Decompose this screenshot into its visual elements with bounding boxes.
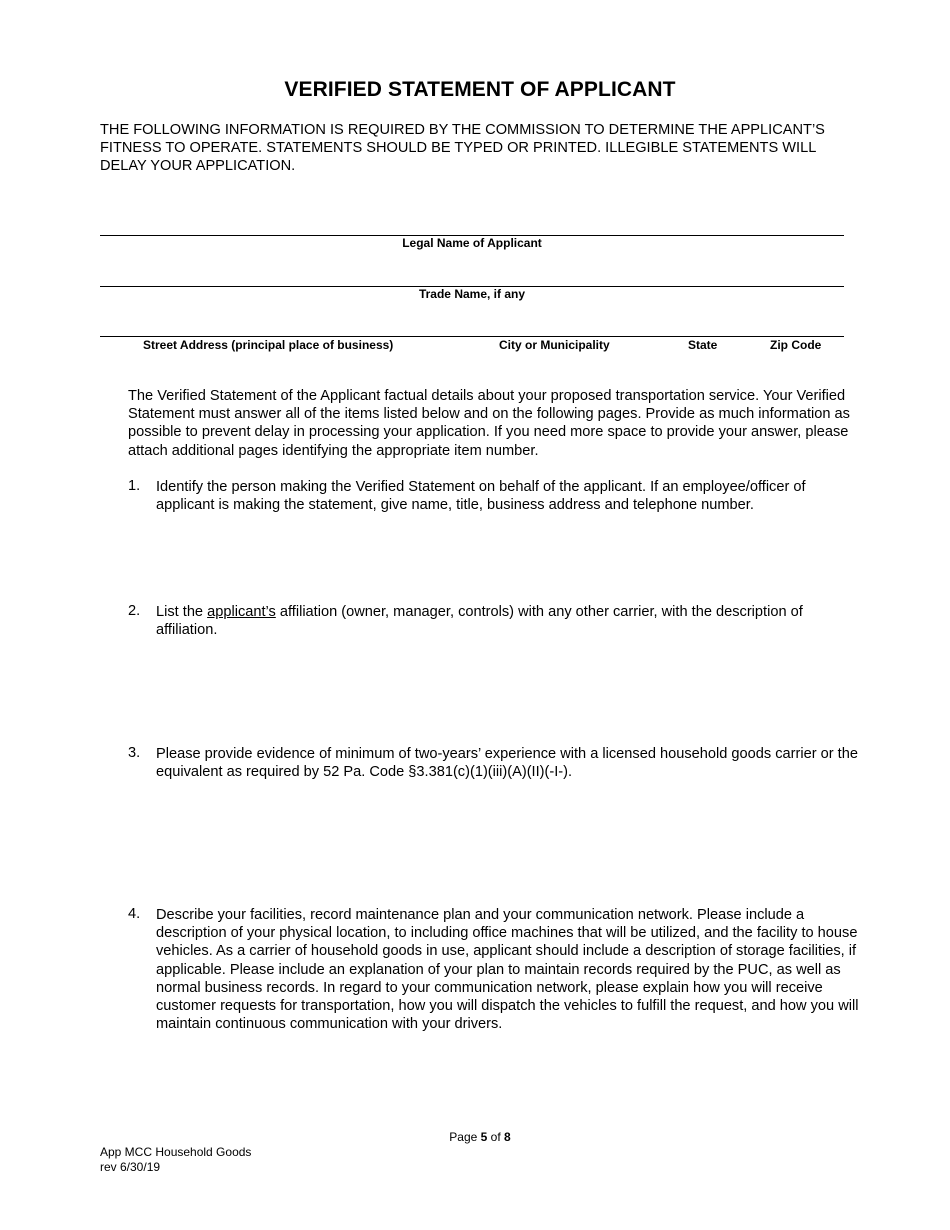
item-2-text-after: affiliation (owner, manager, controls) with any other carrier, with the description of affiliation. — [156, 604, 803, 639]
intro-instructions: THE FOLLOWING INFORMATION IS REQUIRED BY THE COMMISSION TO DETERMINE THE APPLICANT’S FITNESS TO OPERATE. STATEMENTS SHOULD BE TYPED OR PRINTED. ILLEGIBLE STATEMENTS WILL DELAY YOUR APPLICATION. — [100, 122, 825, 174]
item-number: 4. — [128, 906, 141, 922]
address-line[interactable] — [100, 336, 844, 337]
state-label: State — [688, 338, 718, 352]
item-number: 3. — [128, 745, 141, 761]
zip-code-label: Zip Code — [770, 338, 822, 352]
item-number: 2. — [128, 603, 141, 619]
page-title: VERIFIED STATEMENT OF APPLICANT — [284, 78, 676, 101]
page-current: 5 — [480, 1130, 488, 1144]
page-total: 8 — [504, 1130, 511, 1144]
item-2-underlined-word: applicant’s — [207, 604, 276, 620]
page-number — [0, 1130, 950, 1144]
form-revision: rev 6/30/19 — [100, 1159, 161, 1174]
item-3-text: Please provide evidence of minimum of two-years’ experience with a licensed household goods carrier or the equivalent as required by 52 Pa. Code §3.381(c)(1)(iii)(A)(II)(-I-). — [156, 746, 858, 781]
page-prefix: Page — [449, 1130, 481, 1144]
item-4-text: Describe your facilities, record maintenance plan and your communication network. Please include a description of your physical location, to including office machines that will be utilized, and the facility to house vehicles. As a carrier of household goods in use, applicant should include a description of storage facilities, if applicable. Please include an explanation of your plan to maintain records required by the PUC, as well as normal business records. In regard to your communication network, please explain how you will receive customer requests for transportation, how you will dispatch the vehicles to fulfill the request, and how you will maintain continuous communication with your drivers. — [156, 907, 859, 1033]
form-name: App MCC Household Goods — [100, 1145, 252, 1159]
legal-name-label: Legal Name of Applicant — [402, 236, 542, 250]
footer-form-info — [100, 1145, 251, 1174]
item-2-text — [156, 603, 866, 639]
item-number: 1. — [128, 478, 141, 494]
item-2-text-before: List the — [156, 604, 208, 620]
item-1-text: Identify the person making the Verified Statement on behalf of the applicant. If an employee/officer of applicant is making the statement, give name, title, business address and telephone number. — [156, 479, 806, 514]
city-label: City or Municipality — [499, 338, 610, 352]
street-address-label: Street Address (principal place of business) — [143, 338, 394, 352]
instructions-paragraph: The Verified Statement of the Applicant factual details about your proposed transportation service. Your Verified Statement must answer all of the items listed below and on the following pages. Provide as much information as possible to prevent delay in processing your application. If you need more space to provide your answer, please attach additional pages identifying the appropriate item number. — [128, 388, 850, 459]
page-of: of — [487, 1130, 505, 1144]
trade-name-label: Trade Name, if any — [418, 287, 526, 301]
